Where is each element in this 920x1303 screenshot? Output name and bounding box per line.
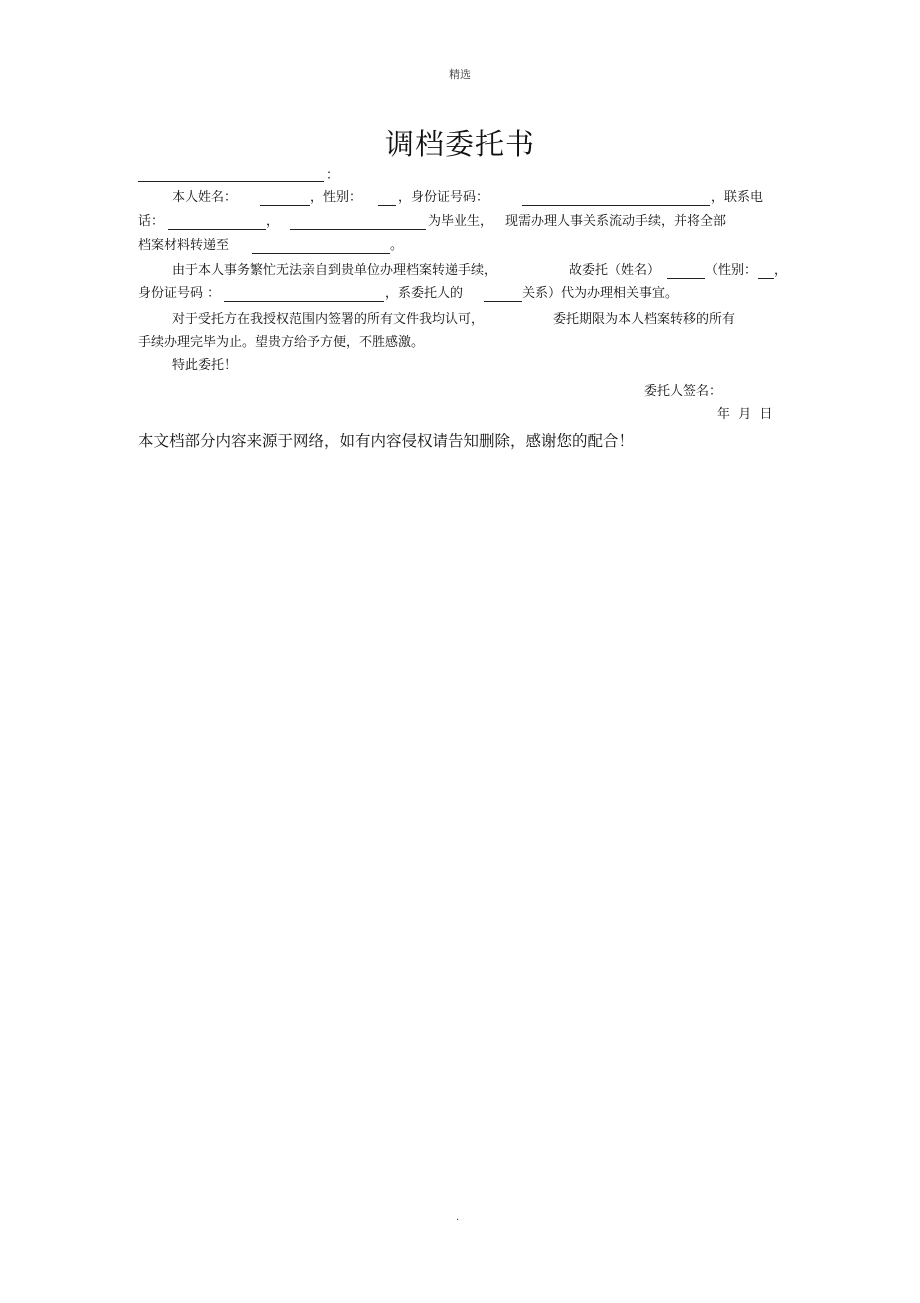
signature-label: 委托人签名：: [644, 384, 723, 399]
p2-reason-text: 由于本人事务繁忙无法亲自到贵单位办理档案转递手续，: [172, 263, 498, 278]
school-blank: [290, 229, 426, 230]
closing-text: 特此委托！: [172, 358, 238, 373]
p1-phone-label: ，联系电: [711, 190, 764, 205]
p3-authorization-text: 对于受托方在我授权范围内签署的所有文件我均认可，: [172, 312, 485, 327]
p3-completion-text: 手续办理完毕为止。望贵方给予方便，不胜感激。: [138, 335, 425, 350]
trustee-gender-blank: [758, 278, 774, 279]
p2-id-label: 身份证号码 ：: [138, 286, 221, 301]
gender-blank: [378, 205, 396, 206]
id-number-blank: [522, 205, 710, 206]
p3-period-text: 委托期限为本人档案转移的所有: [553, 312, 736, 327]
p2-trustee-label: 故委托（姓名）: [569, 263, 661, 278]
p1-procedure-text: 现需办理人事关系流动手续，并将全部: [505, 214, 727, 229]
addressee-colon: ：: [326, 168, 340, 183]
p1-name-label: 本人姓名：: [172, 190, 238, 205]
date-line: 年 月 日: [717, 407, 773, 422]
p2-relation-text: 关系）代为办理相关事宜。: [522, 286, 679, 301]
p2-relation-label: ，系委托人的: [385, 286, 464, 301]
trustee-id-blank: [224, 301, 384, 302]
p1-phone-label-cont: 话：: [138, 214, 165, 229]
relation-blank: [484, 301, 522, 302]
p1-graduate-text: 为毕业生，: [428, 214, 494, 229]
trustee-name-blank: [667, 278, 705, 279]
name-blank: [260, 205, 310, 206]
p2-gender-label: （性别：: [705, 263, 758, 278]
addressee-blank: [138, 181, 324, 182]
phone-blank: [168, 229, 266, 230]
p1-gender-label: ，性别：: [310, 190, 363, 205]
copyright-notice: 本文档部分内容来源于网络，如有内容侵权请告知删除，感谢您的配合！: [138, 432, 635, 450]
page-header: 精选: [449, 68, 471, 81]
p1-id-label: ，身份证号码：: [398, 190, 490, 205]
p1-transfer-label: 档案材料转递至: [138, 238, 230, 253]
p2-comma: ，: [774, 263, 788, 278]
transfer-destination-blank: [252, 253, 390, 254]
p1-period: 。: [390, 238, 404, 253]
p1-comma: ，: [266, 214, 280, 229]
document-title: 调档委托书: [384, 127, 535, 161]
page-mark: .: [456, 1212, 460, 1223]
